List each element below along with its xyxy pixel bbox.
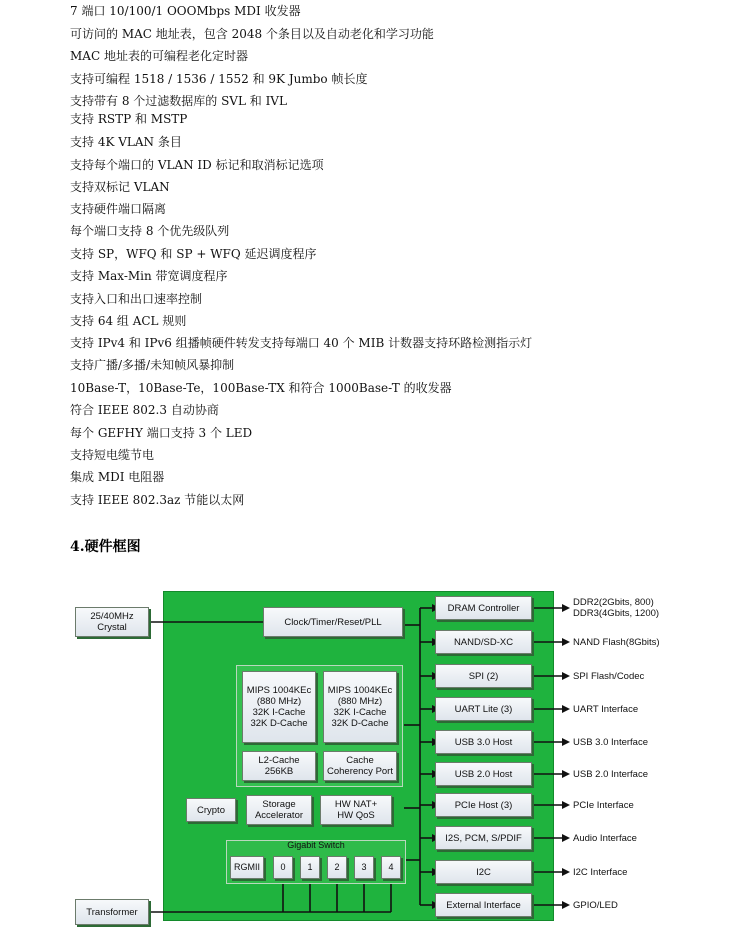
- interface-block-dram: [435, 596, 532, 620]
- cpu-core-block: [242, 671, 316, 743]
- coherency-line: Cache: [346, 755, 374, 766]
- l2-cache-line: 256KB: [264, 766, 294, 777]
- l2-cache-block: [242, 751, 316, 781]
- feature-line: 支持 4K VLAN 条目: [70, 135, 182, 149]
- interface-external-label: I2C Interface: [573, 867, 628, 878]
- hw-nat-line: HW NAT+: [334, 799, 378, 810]
- interface-block-usb2: [435, 762, 532, 786]
- feature-line: 每个 GEFHY 端口支持 3 个 LED: [70, 426, 253, 440]
- interface-block-label: NAND/SD-XC: [453, 636, 514, 648]
- feature-line: 支持可编程 1518 / 1536 / 1552 和 9K Jumbo 帧长度: [70, 72, 368, 86]
- feature-line: MAC 地址表的可编程老化定时器: [70, 49, 248, 63]
- interface-block-spi: [435, 664, 532, 688]
- feature-line: 支持双标记 VLAN: [70, 180, 170, 194]
- clock-label: Clock/Timer/Reset/PLL: [284, 616, 382, 628]
- feature-line: 支持 IEEE 802.3az 节能以太网: [70, 493, 245, 507]
- crystal-label-line: Crystal: [97, 622, 127, 633]
- transformer-label: Transformer: [86, 906, 138, 918]
- feature-line: 支持带有 8 个过滤数据库的 SVL 和 IVL: [70, 94, 287, 108]
- interface-block-label: DRAM Controller: [447, 602, 520, 614]
- hw-nat-block: [320, 795, 392, 825]
- feature-line: 支持 Max-Min 带宽调度程序: [70, 269, 228, 283]
- coherency-port-block: [323, 751, 397, 781]
- feature-line: 支持每个端口的 VLAN ID 标记和取消标记选项: [70, 158, 324, 172]
- interface-external-label: PCIe Interface: [573, 800, 634, 811]
- feature-line: 支持硬件端口隔离: [70, 202, 167, 216]
- switch-port: [300, 856, 320, 879]
- l2-cache-line: L2-Cache: [258, 755, 300, 766]
- interface-external-label: UART Interface: [573, 704, 639, 715]
- switch-port-label: 4: [388, 862, 394, 872]
- interface-external-label: SPI Flash/Codec: [573, 671, 645, 682]
- interface-block-external: [435, 893, 532, 917]
- feature-line: 支持 64 组 ACL 规则: [70, 314, 187, 328]
- interface-block-label: UART Lite (3): [454, 703, 513, 715]
- hardware-block-diagram: [70, 585, 670, 930]
- interface-external-label: NAND Flash(8Gbits): [573, 637, 660, 648]
- interface-block-label: External Interface: [446, 899, 521, 911]
- switch-port: [327, 856, 347, 879]
- switch-port-label: RGMII: [234, 862, 260, 872]
- interface-external-line: DDR2(2Gbits, 800): [573, 597, 654, 608]
- switch-port: [354, 856, 374, 879]
- interface-block-pcie: [435, 793, 532, 817]
- feature-line: 可访问的 MAC 地址表，包含 2048 个条目以及自动老化和学习功能: [70, 27, 434, 41]
- feature-line: 支持 RSTP 和 MSTP: [70, 112, 188, 126]
- interface-block-label: I2C: [476, 866, 491, 878]
- feature-line: 7 端口 10/100/1 OOOMbps MDI 收发器: [70, 4, 301, 18]
- cpu-core-line: MIPS 1004KEc: [246, 685, 312, 696]
- switch-port-label: 1: [307, 862, 313, 872]
- clock-block: [263, 607, 403, 637]
- gigabit-switch-title: Gigabit Switch: [287, 840, 345, 850]
- interface-external-label: GPIO/LED: [573, 900, 618, 911]
- cpu-core-line: 32K D-Cache: [331, 718, 389, 729]
- feature-line: 支持短电缆节电: [70, 448, 155, 462]
- switch-port: [381, 856, 401, 879]
- crystal-block: [75, 607, 149, 637]
- interface-block-nand: [435, 630, 532, 654]
- interface-block-label: USB 2.0 Host: [454, 768, 513, 780]
- feature-line: 符合 IEEE 802.3 自动协商: [70, 403, 219, 417]
- cpu-core-line: (880 MHz): [256, 696, 302, 707]
- interface-block-label: USB 3.0 Host: [454, 736, 513, 748]
- storage-accelerator-block: [246, 795, 312, 825]
- cpu-core-line: (880 MHz): [337, 696, 383, 707]
- interface-external-label: USB 2.0 Interface: [573, 769, 648, 780]
- switch-port-label: 2: [334, 862, 340, 872]
- feature-line: 集成 MDI 电阻器: [70, 470, 165, 484]
- switch-port-label: 3: [361, 862, 367, 872]
- interface-block-label: SPI (2): [468, 670, 499, 682]
- feature-line: 支持 SP，WFQ 和 SP + WFQ 延迟调度程序: [70, 247, 317, 261]
- storage-line: Storage: [262, 799, 296, 810]
- switch-port-rgmii: [230, 856, 264, 879]
- hw-nat-line: HW QoS: [337, 810, 375, 821]
- feature-line: 支持广播/多播/未知帧风暴抑制: [70, 358, 235, 372]
- interface-external-label: USB 3.0 Interface: [573, 737, 648, 748]
- feature-line: 支持入口和出口速率控制: [70, 292, 203, 306]
- crypto-block: [186, 798, 236, 822]
- switch-port-label: 0: [280, 862, 286, 872]
- interface-block-i2s: [435, 826, 532, 850]
- interface-block-usb3: [435, 730, 532, 754]
- feature-line: 10Base-T，10Base-Te，100Base-TX 和符合 1000Base-T 的收发器: [70, 381, 452, 395]
- interface-external-label: [573, 597, 659, 619]
- cpu-core-block: [323, 671, 397, 743]
- interface-block-uart: [435, 697, 532, 721]
- cpu-core-line: 32K I-Cache: [252, 707, 306, 718]
- feature-line: 每个端口支持 8 个优先级队列: [70, 224, 230, 238]
- interface-block-i2c: [435, 860, 532, 884]
- interface-external-line: DDR3(4Gbits, 1200): [573, 608, 660, 619]
- transformer-block: [75, 899, 149, 925]
- crypto-label: Crypto: [197, 804, 225, 816]
- coherency-line: Coherency Port: [326, 766, 393, 777]
- interface-external-label: Audio Interface: [573, 833, 637, 844]
- switch-port: [273, 856, 293, 879]
- section-heading: 4.硬件框图: [70, 539, 141, 555]
- cpu-core-line: 32K D-Cache: [250, 718, 308, 729]
- storage-line: Accelerator: [254, 810, 304, 821]
- interface-block-label: PCIe Host (3): [454, 799, 513, 811]
- interface-block-label: I2S, PCM, S/PDIF: [445, 832, 522, 844]
- cpu-core-line: 32K I-Cache: [333, 707, 387, 718]
- crystal-label-line: 25/40MHz: [90, 611, 134, 622]
- cpu-core-line: MIPS 1004KEc: [327, 685, 393, 696]
- feature-line: 支持 IPv4 和 IPv6 组播帧硬件转发支持每端口 40 个 MIB 计数器支持环路检测指示灯: [70, 336, 533, 350]
